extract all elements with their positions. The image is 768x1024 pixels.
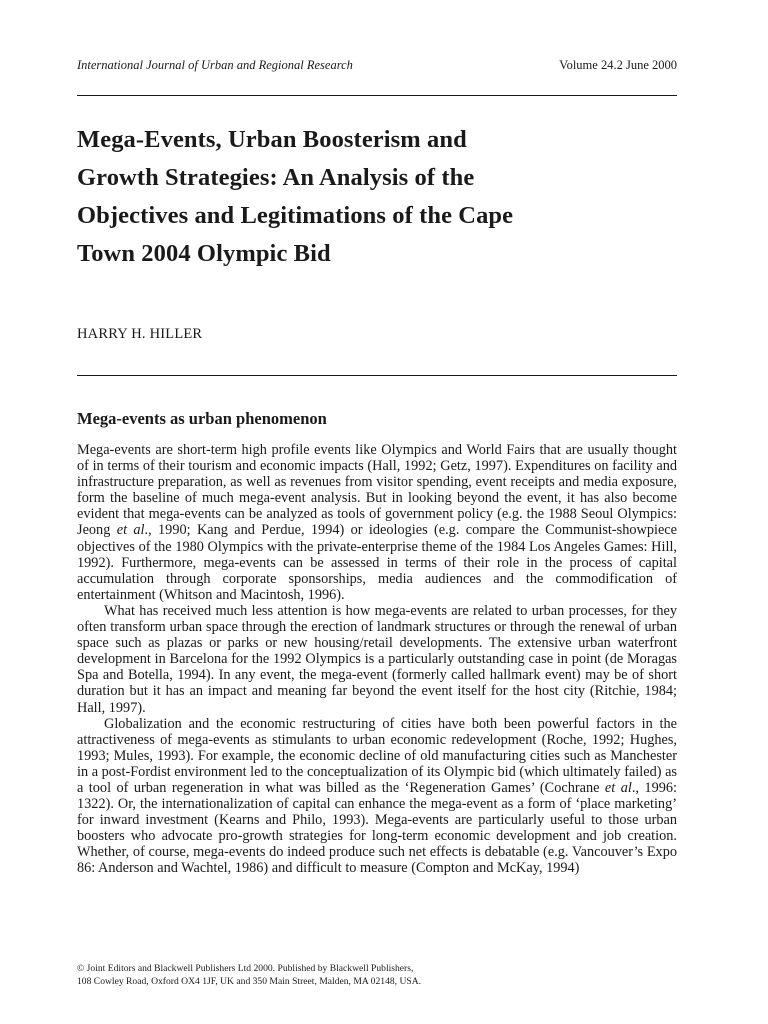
body-paragraph: [77, 442, 677, 603]
author-divider: [77, 375, 677, 376]
copyright-line: © Joint Editors and Blackwell Publishers Ltd 2000. Published by Blackwell Publishers,: [77, 963, 414, 974]
copyright-notice: [77, 962, 677, 988]
article-title: [77, 121, 677, 273]
title-line: Mega-Events, Urban Boosterism and: [77, 126, 467, 153]
author-name: HARRY H. HILLER: [77, 326, 203, 342]
italic-text: et al: [604, 779, 632, 796]
body-paragraph: [77, 603, 677, 716]
body-text: [77, 442, 677, 877]
paragraph-text: ., 1990; Kang and Perdue, 1994) or ideologies (e.g. compare the Communist-showpiece objectives of the 1980 Olympics with the private-enterprise theme of the 1984 Los Angeles Games: Hill, 1992). Furthermore, mega-events can be assessed in terms of their role in the process of capital accumulation through corporate sponsorships, media audiences and the commodification of entertainment (Whitson and Macintosh, 1996).: [77, 522, 677, 603]
paragraph-text: What has received much less attention is how mega-events are related to urban processes, for they often transform urban space through the erection of landmark structures or through the renewal of urban space such as plazas or parks or new housing/retail developments. The extensive urban waterfront development in Barcelona for the 1992 Olympics is a particularly outstanding case in point (de Moragas Spa and Botella, 1994). In any event, the mega-event (formerly called hallmark event) may be of short duration but it has an impact and meaning far beyond the event itself for the host city (Ritchie, 1984; Hall, 1997).: [77, 602, 677, 716]
title-line: Growth Strategies: An Analysis of the: [77, 164, 475, 191]
journal-page: [77, 0, 677, 1024]
title-line: Town 2004 Olympic Bid: [77, 240, 331, 267]
section-heading: Mega-events as urban phenomenon: [77, 409, 327, 428]
volume-info: Volume 24.2 June 2000: [559, 58, 677, 72]
paragraph-text: Globalization and the economic restructuring of cities have both been powerful factors in the attractiveness of mega-events as stimulants to urban economic redevelopment (Roche, 1992; Hughes, 1993; Mules, 1993). For example, the economic decline of old manufacturing cities such as Manchester in a post-Fordist environment led to the conceptualization of its Olympic bid (which ultimately failed) as a tool of urban regeneration in what was billed as the ‘Regeneration Games’ (Cochrane: [77, 715, 677, 796]
journal-name: International Journal of Urban and Regional Research: [77, 58, 353, 72]
title-line: Objectives and Legitimations of the Cape: [77, 202, 514, 229]
body-paragraph: [77, 716, 677, 877]
copyright-line: 108 Cowley Road, Oxford OX4 1JF, UK and 350 Main Street, Malden, MA 02148, USA.: [77, 976, 422, 987]
top-divider: [77, 95, 677, 96]
paragraph-text: ., 1996: 1322). Or, the internationalization of capital can enhance the mega-event as a form of ‘place marketing’ for inward investment (Kearns and Philo, 1993). Mega-events are particularly useful to those urban boosters who advocate pro-growth strategies for long-term economic development and job creation. Whether, of course, mega-events do indeed produce such net effects is debatable (e.g. Vancouver’s Expo 86: Anderson and Wachtel, 1986) and difficult to measure (Compton and McKay, 1994): [77, 779, 678, 877]
paragraph-text: Mega-events are short-term high profile events like Olympics and World Fairs that are usually thought of in terms of their tourism and economic impacts (Hall, 1992; Getz, 1997). Expenditures on facility and infrastructure preparation, as well as revenues from visitor spending, event receipts and media exposure, form the baseline of much mega-event analysis. But in looking beyond the event, it has also become evident that mega-events can be analyzed as tools of government policy (e.g. the 1988 Seoul Olympics: Jeong: [77, 442, 677, 539]
italic-text: et al: [116, 522, 145, 539]
